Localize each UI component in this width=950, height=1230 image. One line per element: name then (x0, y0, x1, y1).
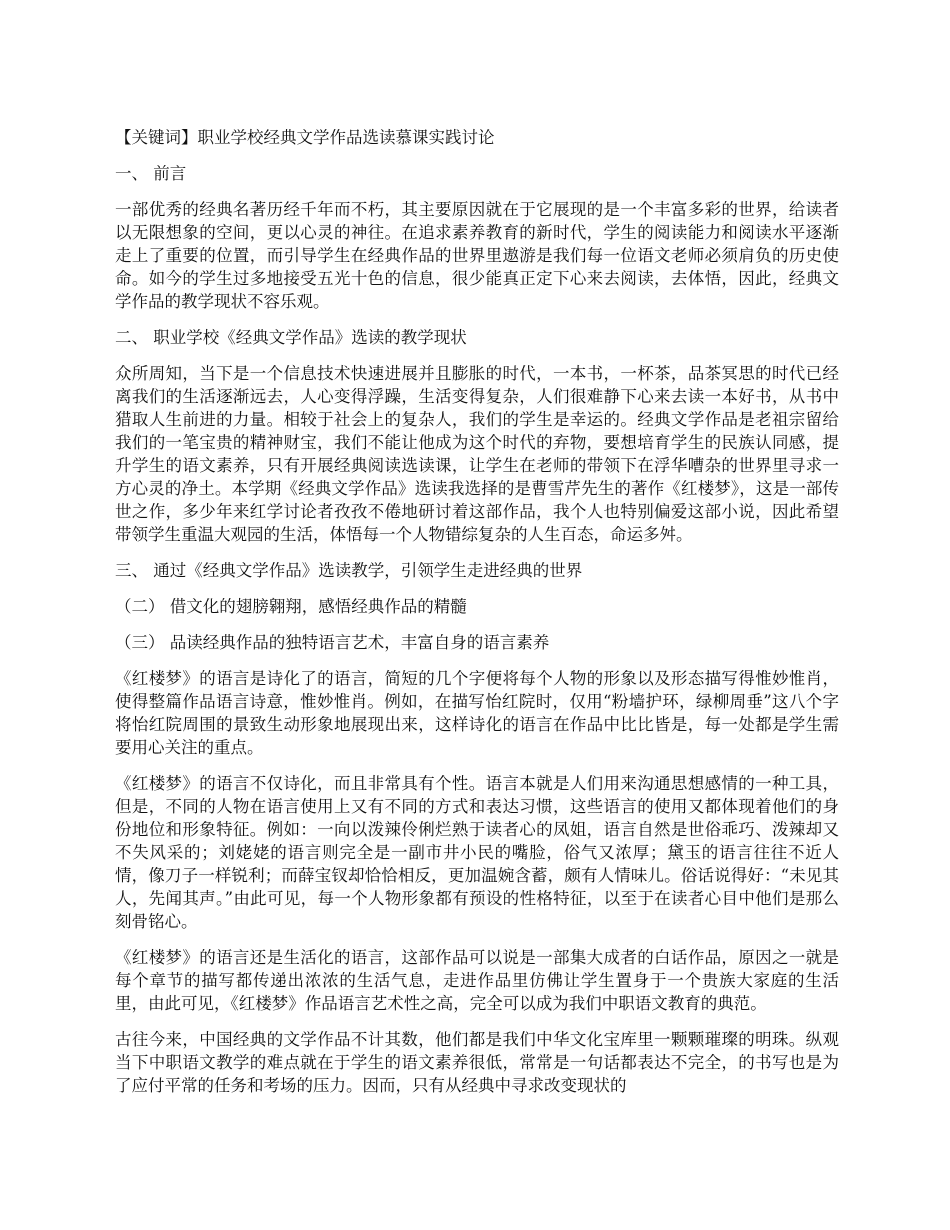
paragraph: 《红楼梦》的语言是诗化了的语言，简短的几个字便将每个人物的形象以及形态描写得惟妙惟肖，使得整篇作品语言诗意，惟妙惟肖。例如，在描写怡红院时，仅用“粉墙护环，绿柳周垂”这八个字将怡红院周围的景致生动形象地展现出来，这样诗化的语言在作品中比比皆是，每一处都是学生需要用心关注的重点。 (115, 669, 839, 757)
section-heading-teaching-status: 二、 职业学校《经典文学作品》选读的教学现状 (115, 328, 467, 347)
paragraph: 众所周知，当下是一个信息技术快速进展并且膨胀的时代，一本书，一杯茶，品茶冥思的时代已经离我们的生活逐渐远去，人心变得浮躁，生活变得复杂，人们很难静下心来去读一本好书，从书中猎取人生前进的力量。相较于社会上的复杂人，我们的学生是幸运的。经典文学作品是老祖宗留给我们的一笔宝贵的精神财宝，我们不能让他成为这个时代的弃物，要想培育学生的民族认同感，提升学生的语文素养，只有开展经典阅读选读课，让学生在老师的带领下在浮华嘈杂的世界里寻求一方心灵的净土。本学期《经典文学作品》选读我选择的是曹雪芹先生的著作《红楼梦》，这是一部传世之作，多少年来红学讨论者孜孜不倦地研讨着这部作品，我个人也特别偏爱这部小说，因此希望带领学生重温大观园的生活，体悟每一个人物错综复杂的人生百态，命运多舛。 (115, 364, 839, 544)
paragraph: 《红楼梦》的语言不仅诗化，而且非常具有个性。语言本就是人们用来沟通思想感情的一种工具，但是，不同的人物在语言使用上又有不同的方式和表达习惯，这些语言的使用又都体现着他们的身份地位和形象特征。例如：一向以泼辣伶俐烂熟于读者心的凤姐，语言自然是世俗乖巧、泼辣却又不失风采的；刘姥姥的语言则完全是一副市井小民的嘴脸，俗气又浓厚；黛玉的语言往往不近人情，像刀子一样锐利；而薛宝钗却恰恰相反，更加温婉含蓄，颇有人情味儿。俗话说得好：“未见其人，先闻其声。”由此可见，每一个人物形象都有预设的性格特征，以至于在读者心目中他们是那么刻骨铭心。 (115, 774, 839, 931)
section-heading-preface: 一、 前言 (115, 164, 187, 183)
subsection-heading-culture-wings: （二） 借文化的翅膀翱翔，感悟经典作品的精髓 (115, 597, 467, 616)
section-heading-guide-students: 三、 通过《经典文学作品》选读教学，引领学生走进经典的世界 (115, 561, 583, 580)
subsection-heading-language-art: （三） 品读经典作品的独特语言艺术，丰富自身的语言素养 (115, 633, 550, 652)
paragraph: 古往今来，中国经典的文学作品不计其数，他们都是我们中华文化宝库里一颗颗璀璨的明珠。纵观当下中职语文教学的难点就在于学生的语文素养很低，常常是一句话都表达不完全，的书写也是为了应付平常的任务和考场的压力。因而，只有从经典中寻求改变现状的 (115, 1030, 839, 1095)
paragraph: 一部优秀的经典名著历经千年而不朽，其主要原因就在于它展现的是一个丰富多彩的世界，给读者以无限想象的空间，更以心灵的神往。在追求素养教育的新时代，学生的阅读能力和阅读水平逐渐走上了重要的位置，而引导学生在经典作品的世界里遨游是我们每一位语文老师必须肩负的历史使命。如今的学生过多地接受五光十色的信息，很少能真正定下心来去阅读，去体悟，因此，经典文学作品的教学现状不容乐观。 (115, 200, 839, 311)
document-page (115, 126, 839, 1110)
paragraph: 《红楼梦》的语言还是生活化的语言，这部作品可以说是一部集大成者的白话作品，原因之一就是每个章节的描写都传递出浓浓的生活气息，走进作品里仿佛让学生置身于一个贵族大家庭的生活里，由此可见，《红楼梦》作品语言艺术性之高，完全可以成为我们中职语文教育的典范。 (115, 948, 839, 1013)
keywords-line: 【关键词】职业学校经典文学作品选读慕课实践讨论 (115, 128, 495, 147)
